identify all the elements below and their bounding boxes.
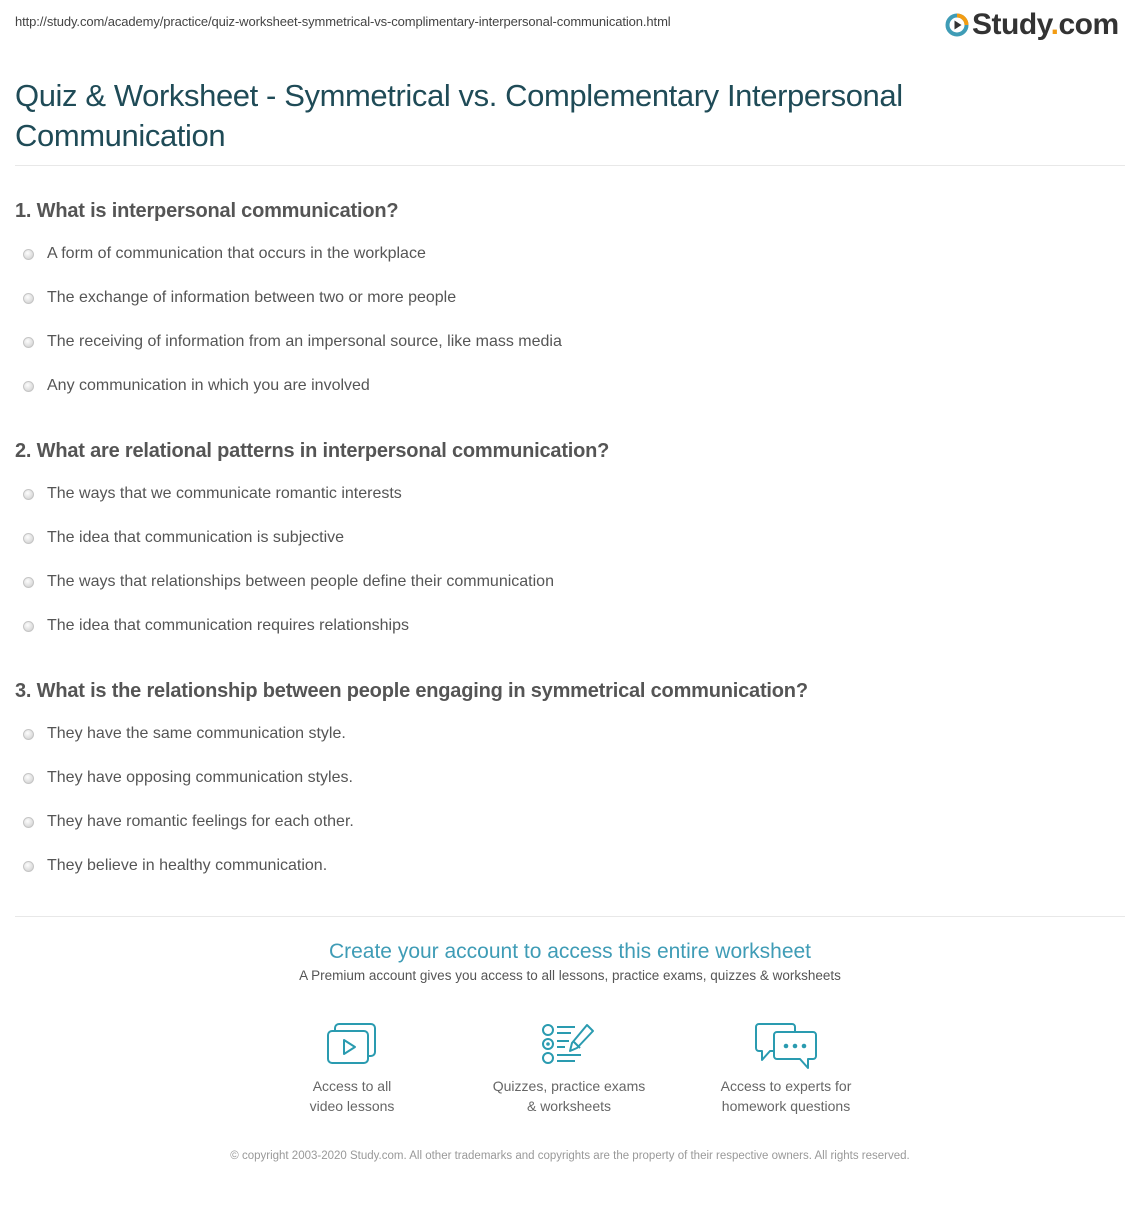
option-label: The receiving of information from an impersonal source, like mass media xyxy=(47,333,562,350)
copyright-notice: © copyright 2003-2020 Study.com. All other trademarks and copyrights are the property of their respective owners. All rights reserved. xyxy=(230,1150,910,1162)
chat-bubbles-icon xyxy=(754,1022,818,1070)
answer-option[interactable] xyxy=(23,614,409,638)
question-2 xyxy=(15,438,1115,634)
radio-button[interactable] xyxy=(23,381,34,392)
video-lessons-icon xyxy=(326,1022,378,1066)
feature-label: Access to all video lessons xyxy=(309,1078,395,1114)
answer-option[interactable] xyxy=(23,810,354,834)
question-3 xyxy=(15,678,1115,874)
answer-option[interactable] xyxy=(23,722,346,746)
radio-button[interactable] xyxy=(23,861,34,872)
feature-label: Quizzes, practice exams & worksheets xyxy=(492,1078,646,1114)
question-1 xyxy=(15,198,1115,394)
answer-option[interactable] xyxy=(23,570,554,594)
option-label: Any communication in which you are involved xyxy=(47,377,370,394)
radio-button[interactable] xyxy=(23,249,34,260)
cta-title-link[interactable]: Create your account to access this entire worksheet xyxy=(328,940,812,963)
quiz-checklist-icon xyxy=(541,1022,597,1066)
page-url: http://study.com/academy/practice/quiz-worksheet-symmetrical-vs-complimentary-interpersonal-communication.html xyxy=(15,14,671,29)
page-header xyxy=(0,0,1140,60)
answer-option[interactable] xyxy=(23,766,353,790)
answer-option[interactable] xyxy=(23,374,370,398)
feature-experts xyxy=(686,1022,886,1116)
feature-label: Access to experts for homework questions xyxy=(720,1078,852,1114)
page-title: Quiz & Worksheet - Symmetrical vs. Complementary Interpersonal Communication xyxy=(15,78,903,153)
radio-button[interactable] xyxy=(23,337,34,348)
option-label: A form of communication that occurs in the workplace xyxy=(47,245,426,262)
question-title: 1. What is interpersonal communication? xyxy=(15,200,399,222)
answer-option[interactable] xyxy=(23,286,456,310)
option-label: The ways that relationships between people define their communication xyxy=(47,573,554,590)
option-label: They have romantic feelings for each other. xyxy=(47,813,354,830)
questions-divider xyxy=(15,916,1125,917)
answer-option[interactable] xyxy=(23,482,402,506)
radio-button[interactable] xyxy=(23,293,34,304)
logo-text: Study.com xyxy=(972,8,1119,41)
radio-button[interactable] xyxy=(23,621,34,632)
signup-cta xyxy=(0,938,1140,986)
option-label: They believe in healthy communication. xyxy=(47,857,328,874)
answer-option[interactable] xyxy=(23,330,562,354)
study-logo[interactable] xyxy=(945,9,1119,41)
question-title: 2. What are relational patterns in interpersonal communication? xyxy=(15,440,610,462)
option-label: The idea that communication requires relationships xyxy=(47,617,409,634)
radio-button[interactable] xyxy=(23,817,34,828)
play-circle-icon xyxy=(945,13,969,37)
answer-option[interactable] xyxy=(23,242,426,266)
feature-video-lessons xyxy=(252,1022,452,1116)
option-label: They have the same communication style. xyxy=(47,725,346,742)
radio-button[interactable] xyxy=(23,729,34,740)
question-title: 3. What is the relationship between people engaging in symmetrical communication? xyxy=(15,680,808,702)
option-label: The ways that we communicate romantic interests xyxy=(47,485,402,502)
cta-subtitle: A Premium account gives you access to all lessons, practice exams, quizzes & worksheets xyxy=(299,968,841,983)
option-label: They have opposing communication styles. xyxy=(47,769,353,786)
answer-option[interactable] xyxy=(23,854,327,878)
radio-button[interactable] xyxy=(23,489,34,500)
option-label: The exchange of information between two or more people xyxy=(47,289,457,306)
answer-option[interactable] xyxy=(23,526,344,550)
feature-quizzes xyxy=(469,1022,669,1116)
radio-button[interactable] xyxy=(23,533,34,544)
radio-button[interactable] xyxy=(23,577,34,588)
option-label: The idea that communication is subjective xyxy=(47,529,345,546)
title-divider xyxy=(15,165,1125,166)
radio-button[interactable] xyxy=(23,773,34,784)
